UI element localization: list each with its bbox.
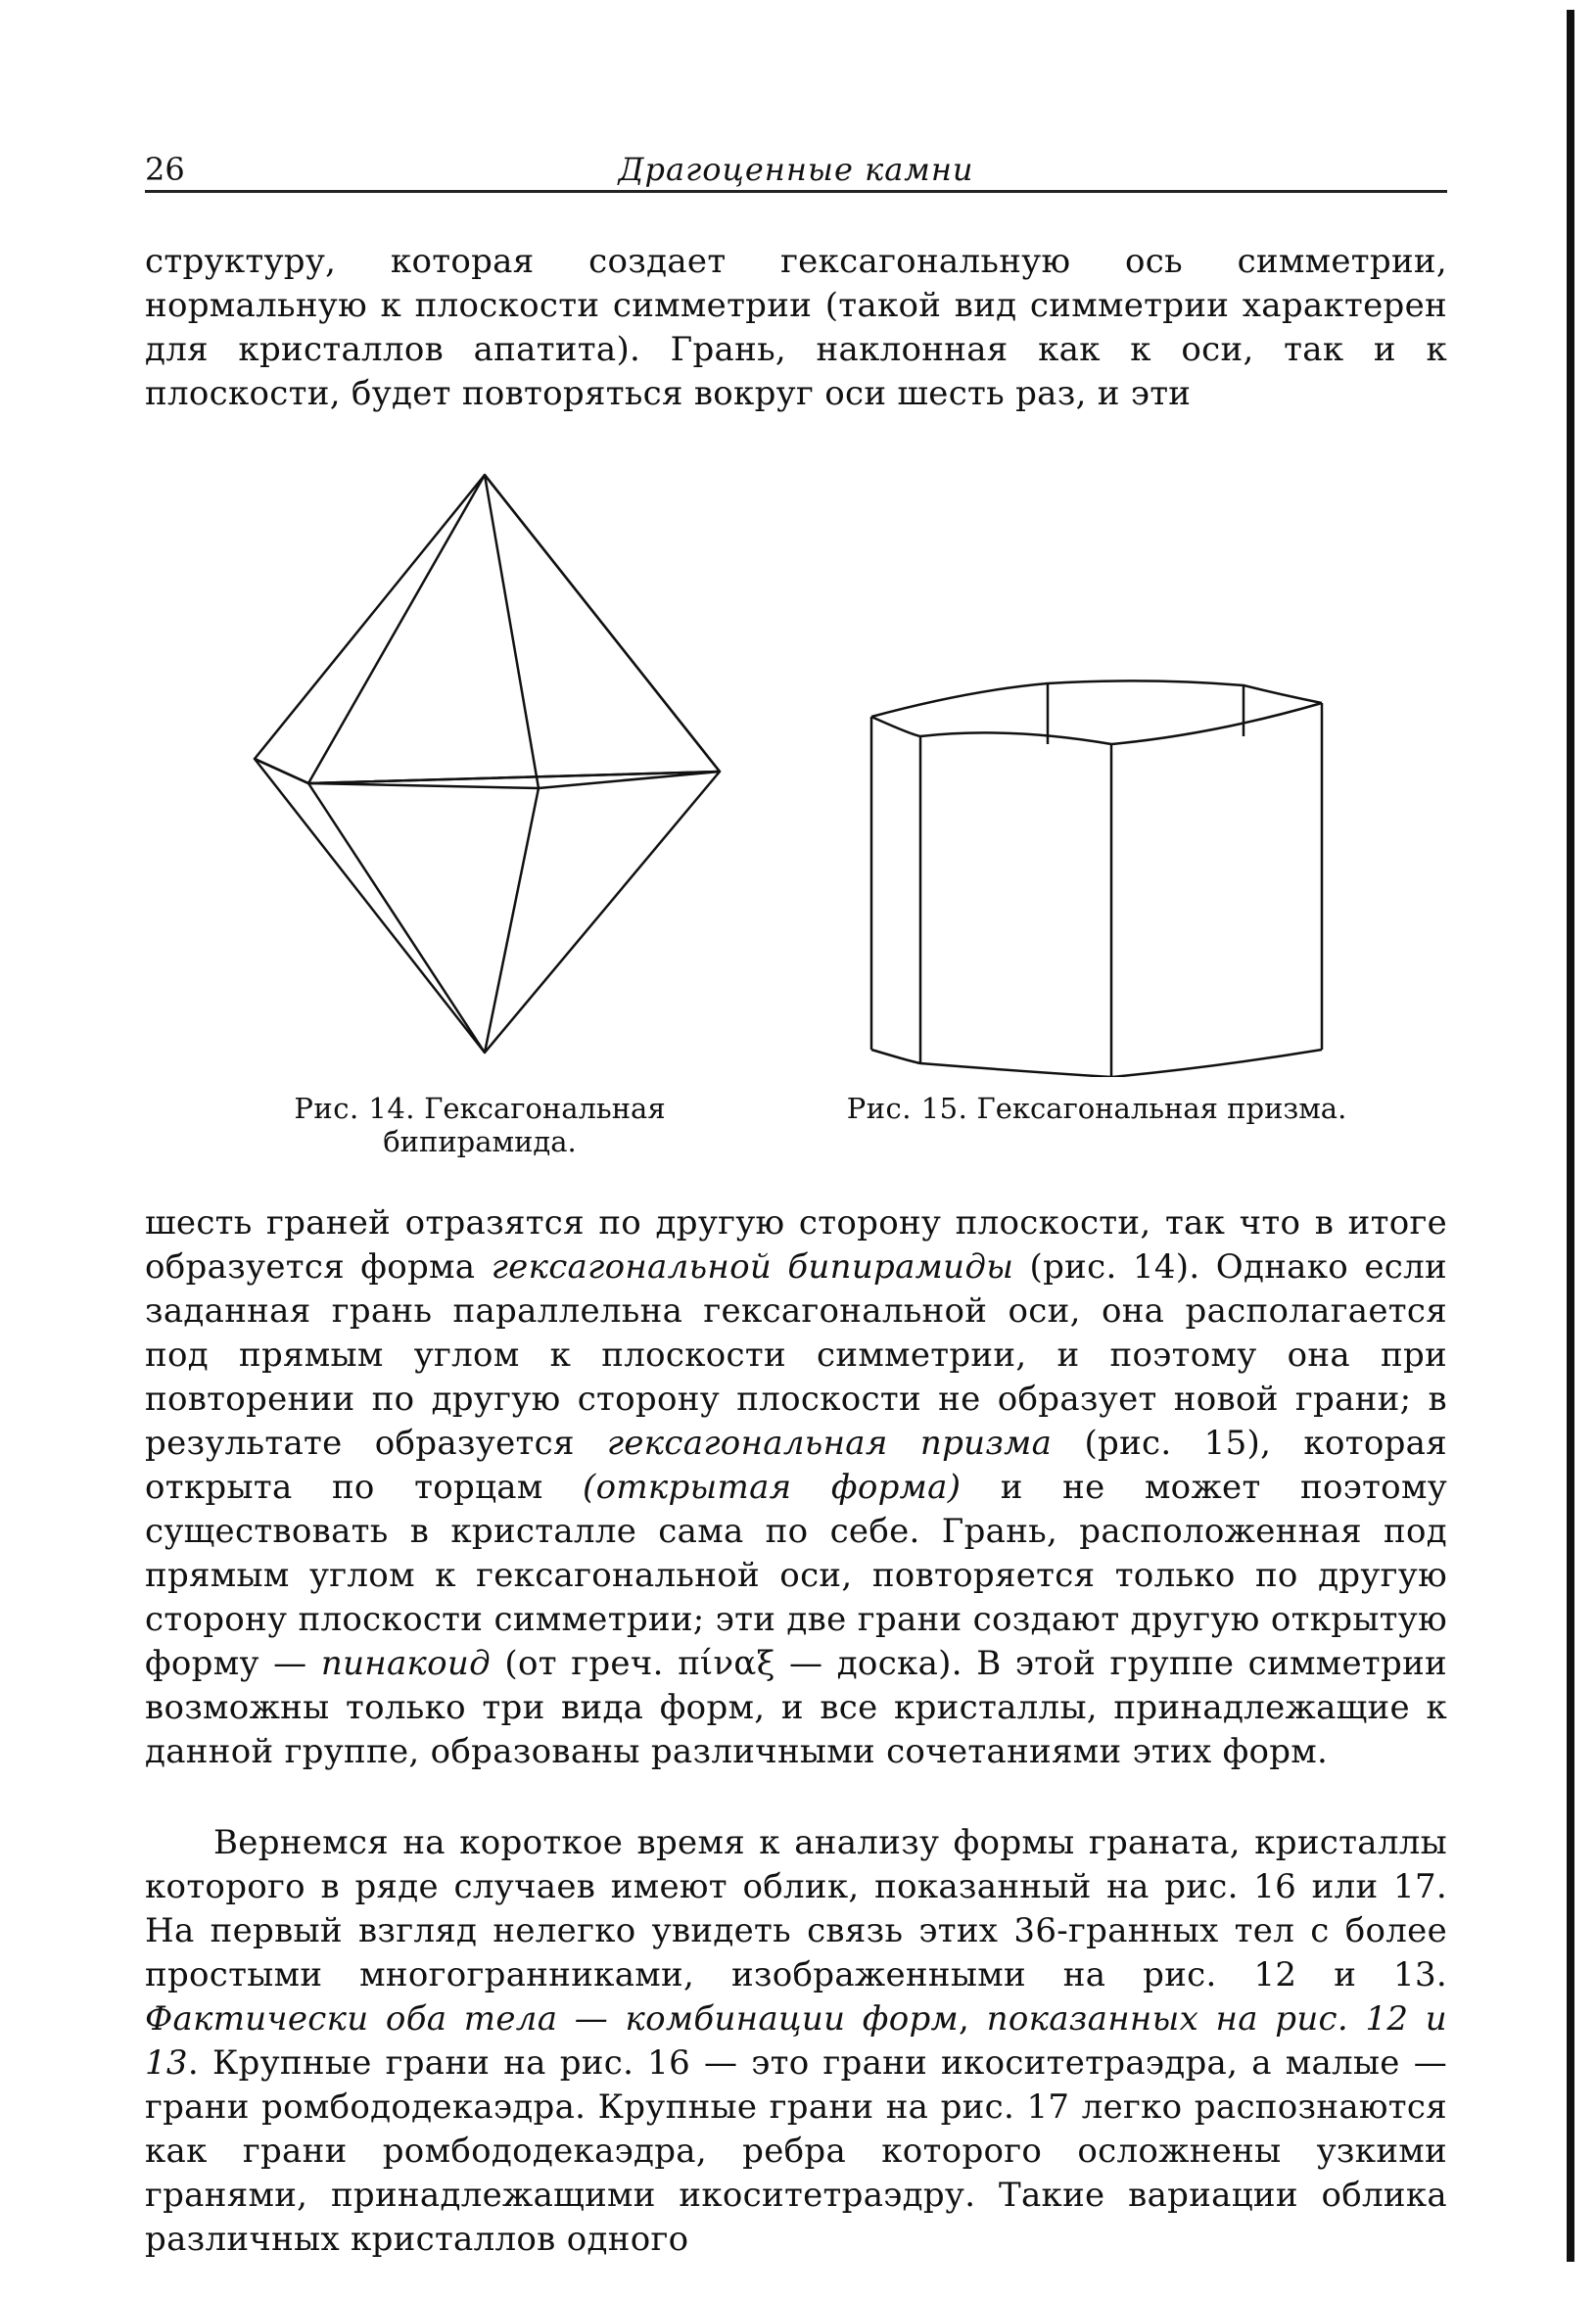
- term-hexagonal-bipyramid: гексагональной бипирамиды: [491, 1247, 1014, 1287]
- figure-15-prism: [852, 666, 1341, 1077]
- paragraph-3-text-b: ,: [959, 1999, 987, 2039]
- paragraph-2-text-d: и не может поэтому существовать в кристалле сама по себе. Грань, расположенная под прямым углом к гексагональной оси, повторяется только по другую сторону плоскости симметрии; эти две грани создают другую открытую форму —: [145, 1468, 1448, 1683]
- page-number: 26: [145, 151, 185, 188]
- paragraph-3-italic-2: показанных на рис. 12 и 13: [145, 1999, 1447, 2083]
- term-hexagonal-prism: гексагональная призма: [606, 1424, 1053, 1463]
- page-edge-shadow: [1567, 10, 1574, 2262]
- term-open-form: (открытая форма): [583, 1468, 962, 1507]
- paragraph-2: [145, 1201, 1447, 1774]
- term-pinacoid: пинакоид: [320, 1644, 491, 1683]
- running-title: Драгоценные камни: [618, 151, 974, 188]
- paragraph-1: [145, 240, 1447, 416]
- figure-15-label: Рис. 15.: [846, 1092, 968, 1125]
- paragraph-3: [145, 1821, 1447, 2262]
- figure-14-caption-text: Гексагональная бипирамида.: [383, 1092, 666, 1158]
- paragraph-2-text-c: (рис. 15), которая открыта по торцам: [145, 1424, 1448, 1507]
- paragraph-2-text-e: (от греч. πίναξ — доска). В этой группе симметрии возможны только три вида форм, и все кристаллы, принадлежащие к данной группе, образованы различными сочетаниями этих форм.: [145, 1644, 1447, 1771]
- paragraph-3-italic-1: Фактически оба тела — комбинации форм: [145, 1999, 960, 2039]
- figure-15-caption-text: Гексагональная призма.: [976, 1092, 1347, 1125]
- figure-14-caption: [225, 1092, 734, 1158]
- figure-14-label: Рис. 14.: [294, 1092, 415, 1125]
- paragraph-3-text-a: Вернемся на короткое время к анализу формы граната, кристаллы которого в ряде случаев имеют облик, показанный на рис. 16 или 17. На первый взгляд нелегко увидеть связь этих 36-гранных тел с более простыми многогранниками, изображенными на рис. 12 и 13.: [145, 1823, 1447, 1994]
- paragraph-2-text-b: (рис. 14). Однако если заданная грань параллельна гексагональной оси, она располагается под прямым углом к плоскости симметрии, и поэтому она при повторении по другую сторону плоскости не образует новой грани; в результате образуется: [145, 1247, 1448, 1463]
- page-header: [145, 147, 1447, 193]
- paragraph-2-text-a: шесть граней отразятся по другую сторону плоскости, так что в итоге образуется форма: [145, 1203, 1447, 1287]
- paragraph-3-text-c: . Крупные грани на рис. 16 — это грани икоситетраэдра, а малые — грани ромбододекаэдра. Крупные грани на рис. 17 легко распознаются как грани ромбододекаэдра, ребра которого осложнены узкими гранями, принадлежащими икоситетраэдру. Такие вариации облика различных кристаллов одного: [145, 2043, 1447, 2259]
- figure-15-caption: [842, 1092, 1351, 1125]
- paragraph-1-text: структуру, которая создает гексагональную ось симметрии, нормальную к плоскости симметрии (такой вид симметрии характерен для кристаллов апатита). Грань, наклонная как к оси, так и к плоскости, будет повторяться вокруг оси шесть раз, и эти: [145, 242, 1447, 413]
- figure-14-bipyramid: [245, 460, 734, 1067]
